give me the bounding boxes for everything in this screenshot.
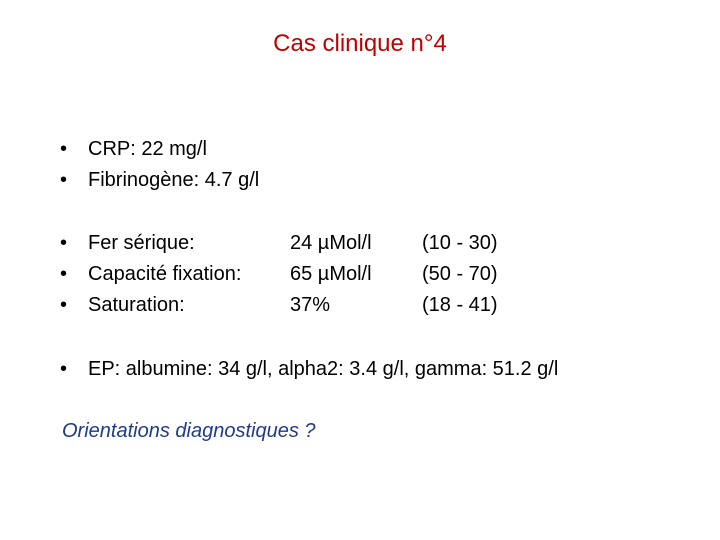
bullet-dot: • (60, 138, 68, 160)
diagnostic-question: Orientations diagnostiques ? (62, 420, 316, 442)
list-item-text: CRP: 22 mg/l (88, 138, 207, 160)
list-item (60, 165, 259, 196)
bullet-dot: • (60, 294, 68, 316)
slide-title: Cas clinique n°4 (273, 30, 447, 57)
bullet-dot: • (60, 169, 68, 191)
list-item-text: EP: albumine: 34 g/l, alpha2: 3.4 g/l, gamma: 51.2 g/l (88, 358, 559, 380)
list-item (60, 354, 558, 385)
list-item (60, 228, 498, 259)
lab-value: 24 µMol/l (290, 232, 372, 254)
bullet-list-iron (60, 228, 498, 321)
lab-reference-range: (10 - 30) (422, 232, 498, 254)
list-item-text: Fibrinogène: 4.7 g/l (88, 169, 260, 191)
bullet-list-inflammation (60, 134, 259, 196)
list-item (60, 290, 498, 321)
bullet-list-electrophoresis (60, 354, 558, 385)
bullet-dot: • (60, 358, 68, 380)
lab-reference-range: (50 - 70) (422, 263, 498, 285)
lab-value: 37% (290, 294, 331, 316)
lab-reference-range: (18 - 41) (422, 294, 498, 316)
lab-label: Capacité fixation: (88, 263, 242, 285)
list-item (60, 259, 498, 290)
lab-label: Saturation: (88, 294, 185, 316)
bullet-dot: • (60, 263, 68, 285)
list-item (60, 134, 259, 165)
lab-value: 65 µMol/l (290, 263, 372, 285)
bullet-dot: • (60, 232, 68, 254)
lab-label: Fer sérique: (88, 232, 195, 254)
